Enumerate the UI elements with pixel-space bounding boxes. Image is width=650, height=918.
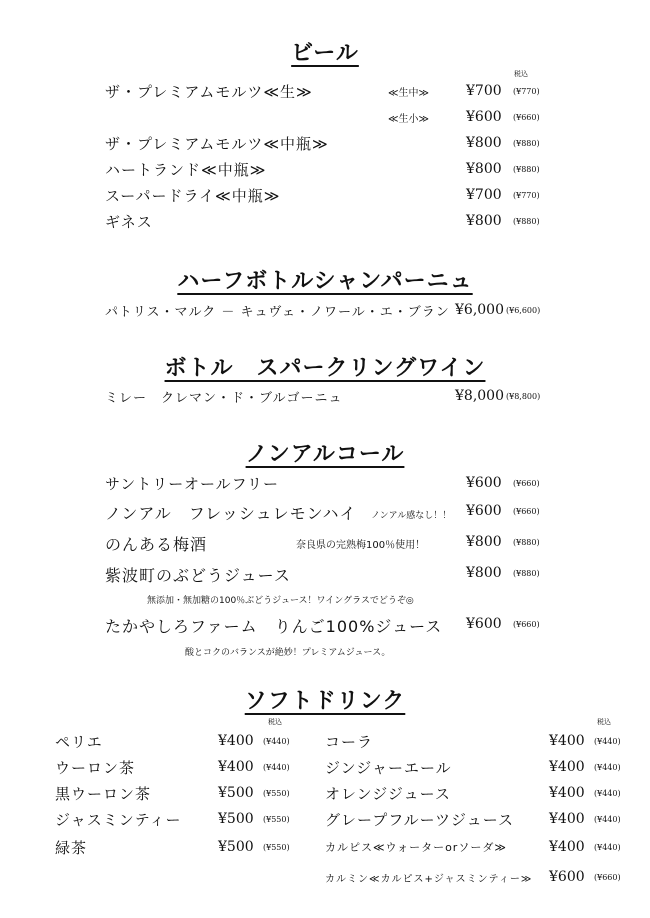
menu-item-tax-price: (¥660) xyxy=(513,507,540,516)
menu-item-tax-price: (¥880) xyxy=(513,217,540,226)
menu-item-tax-price: (¥440) xyxy=(594,789,621,798)
menu-item-price: ¥600 xyxy=(466,616,502,632)
menu-item-price: ¥400 xyxy=(218,759,254,775)
menu-item-size: ≪生小≫ xyxy=(388,114,429,125)
menu-item-price: ¥6,000 xyxy=(455,302,504,318)
beer-tax-label: 税込 xyxy=(514,70,528,78)
bottle-heading: ボトル スパークリングワイン xyxy=(164,356,486,381)
half-bottle-heading: ハーフボトルシャンパーニュ xyxy=(177,269,473,294)
menu-item-tax-price: (¥770) xyxy=(513,191,540,200)
menu-item-tax-price: (¥440) xyxy=(594,763,621,772)
menu-item-price: ¥800 xyxy=(466,161,502,177)
menu-item-tax-price: (¥770) xyxy=(513,87,540,96)
menu-item-name: ジャスミンティー xyxy=(55,811,182,829)
menu-item-name: ギネス xyxy=(105,213,153,231)
menu-item-price: ¥500 xyxy=(218,785,254,801)
menu-item-price: ¥600 xyxy=(549,869,585,885)
menu-item-name: 緑茶 xyxy=(55,839,88,857)
menu-item-name: 黒ウーロン茶 xyxy=(55,785,152,803)
menu-item-name: 紫波町のぶどうジュース xyxy=(105,566,291,585)
menu-item-name: ウーロン茶 xyxy=(55,759,136,777)
menu-item-tax-price: (¥880) xyxy=(513,538,540,547)
menu-item-name: サントリーオールフリー xyxy=(105,475,280,493)
menu-item-tax-price: (¥6,600) xyxy=(506,306,541,315)
menu-item-price: ¥800 xyxy=(466,213,502,229)
menu-item-name: ミレー クレマン・ド・ブルゴーニュ xyxy=(105,391,343,406)
menu-item-name: のんある梅酒 xyxy=(105,535,208,554)
menu-item-name: たかやしろファーム りんご100%ジュース xyxy=(105,617,443,636)
menu-item-price: ¥800 xyxy=(466,534,502,550)
menu-item-tax-price: (¥880) xyxy=(513,165,540,174)
menu-item-tax-price: (¥880) xyxy=(513,139,540,148)
menu-item-price: ¥8,000 xyxy=(455,388,504,404)
menu-item-price: ¥800 xyxy=(466,565,502,581)
menu-item-name: ジンジャーエール xyxy=(325,759,452,777)
menu-item-price: ¥500 xyxy=(218,839,254,855)
menu-item-note: ノンアル感なし！！ xyxy=(371,511,452,521)
menu-item-note: 奈良県の完熟梅100％使用！ xyxy=(296,540,426,551)
menu-item-name: オレンジジュース xyxy=(325,785,451,803)
menu-item-price: ¥800 xyxy=(466,135,502,151)
beer-heading: ビール xyxy=(291,41,359,66)
menu-item-name: スーパードライ≪中瓶≫ xyxy=(105,187,281,205)
menu-item-name: ハートランド≪中瓶≫ xyxy=(105,161,267,179)
menu-item-description: 酸とコクのバランスが絶妙！プレミアムジュース。 xyxy=(185,648,391,658)
menu-item-tax-price: (¥660) xyxy=(513,113,540,122)
menu-item-price: ¥600 xyxy=(466,475,502,491)
menu-item-price: ¥600 xyxy=(466,109,502,125)
menu-item-name: パトリス・マルク － キュヴェ・ノワール・エ・ブラン xyxy=(105,305,450,320)
menu-item-price: ¥700 xyxy=(466,187,502,203)
menu-item-price: ¥600 xyxy=(466,503,502,519)
menu-item-description: 無添加・無加糖の100％ぶどうジュース！ワイングラスでどうぞ◎ xyxy=(147,596,414,606)
menu-item-tax-price: (¥440) xyxy=(263,763,290,772)
menu-item-name: カルミン≪カルピス+ジャスミンティー≫ xyxy=(325,874,533,885)
menu-item-tax-price: (¥440) xyxy=(594,737,621,746)
menu-item-price: ¥500 xyxy=(218,811,254,827)
menu-item-size: ≪生中≫ xyxy=(388,88,429,99)
soft-drink-heading: ソフトドリンク xyxy=(244,689,406,714)
soft-left-tax-label: 税込 xyxy=(268,718,282,726)
menu-item-price: ¥400 xyxy=(549,733,585,749)
menu-item-price: ¥400 xyxy=(218,733,254,749)
menu-item-price: ¥700 xyxy=(466,83,502,99)
menu-item-tax-price: (¥660) xyxy=(513,620,540,629)
menu-item-name: ペリエ xyxy=(55,733,103,751)
menu-item-name: コーラ xyxy=(325,733,374,751)
menu-item-name: ノンアル フレッシュレモンハイ xyxy=(105,504,357,523)
menu-item-tax-price: (¥440) xyxy=(594,843,621,852)
menu-item-tax-price: (¥550) xyxy=(263,843,290,852)
menu-item-price: ¥400 xyxy=(549,759,585,775)
menu-item-tax-price: (¥8,800) xyxy=(506,392,541,401)
menu-item-tax-price: (¥660) xyxy=(513,479,540,488)
menu-item-price: ¥400 xyxy=(549,785,585,801)
menu-item-name: カルピス≪ウォーターorソーダ≫ xyxy=(325,841,507,854)
menu-item-price: ¥400 xyxy=(549,811,585,827)
menu-item-name: グレープフルーツジュース xyxy=(325,811,515,829)
menu-item-name: ザ・プレミアムモルツ≪生≫ xyxy=(105,83,313,101)
menu-item-name: ザ・プレミアムモルツ≪中瓶≫ xyxy=(105,135,329,153)
non-alcohol-heading: ノンアルコール xyxy=(245,442,405,467)
menu-item-tax-price: (¥440) xyxy=(263,737,290,746)
menu-item-tax-price: (¥550) xyxy=(263,789,290,798)
menu-item-tax-price: (¥660) xyxy=(594,873,621,882)
menu-item-tax-price: (¥880) xyxy=(513,569,540,578)
menu-item-tax-price: (¥550) xyxy=(263,815,290,824)
menu-item-price: ¥400 xyxy=(549,839,585,855)
soft-right-tax-label: 税込 xyxy=(597,718,611,726)
menu-item-tax-price: (¥440) xyxy=(594,815,621,824)
